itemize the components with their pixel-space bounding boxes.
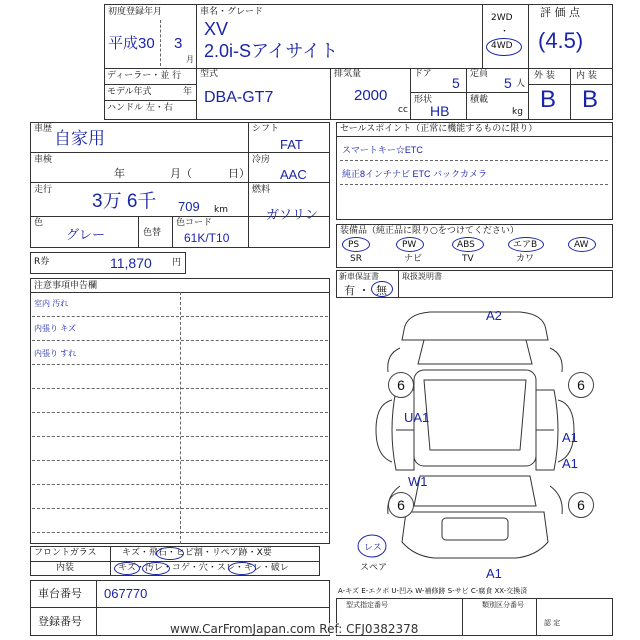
damage-left-front-label: UA1 [404, 410, 430, 425]
model-year-unit: 年 [183, 87, 193, 97]
color-label: 色 [34, 218, 44, 228]
shape-label: 形状 [414, 95, 433, 105]
equip-abs: ABS [457, 240, 475, 250]
ac-value: AAC [280, 167, 307, 182]
capacity-value: 5 [504, 75, 512, 91]
rtax-box [30, 252, 186, 274]
rear-window [414, 476, 536, 506]
left-side-line [376, 400, 392, 462]
notes-title: 注意事項申告欄 [34, 281, 98, 291]
inspection-day: 日） [228, 167, 250, 180]
sales-line-1: スマートキー☆ETC [342, 145, 423, 155]
damage-rear-label: A1 [486, 566, 502, 581]
fuel-label: 燃料 [252, 185, 271, 195]
inspection-month: 月（ [170, 167, 192, 180]
kg-unit: kg [512, 107, 523, 117]
loading-label: 積載 [470, 95, 489, 105]
ac-label: 冷房 [252, 155, 271, 165]
interior-options: キズ・汚レ・コゲ・穴・スレ・キレ・破レ [118, 563, 289, 573]
front-left-fender [388, 348, 400, 372]
form-cert-label: 認 定 [544, 619, 561, 627]
front-right-fender [550, 348, 562, 372]
form-type-label: 型式指定番号 [346, 601, 388, 609]
displacement-label: 排気量 [334, 69, 362, 79]
sales-title: セールスポイント（正常に機能するものに限り） [340, 124, 538, 134]
spare-stamp: レス [364, 543, 382, 553]
equip-sr: SR [350, 254, 362, 264]
shift-value: FAT [280, 137, 303, 152]
equip-aw-circle [568, 237, 596, 252]
cc-unit: cc [398, 105, 408, 115]
note-line-1: 室内 汚れ [34, 299, 69, 308]
exterior-grade: B [540, 86, 557, 113]
month-unit: 月 [186, 55, 194, 64]
interior-circle-3 [228, 562, 256, 575]
type-label: 型式 [200, 69, 219, 79]
interior-grade: B [582, 86, 599, 113]
equip-airbag: エアB [513, 240, 538, 250]
glass-label: フロントガラス [34, 548, 97, 558]
equip-tv: TV [462, 254, 474, 264]
inspection-label: 車検 [34, 155, 53, 165]
warranty-circled: 無 [376, 284, 387, 297]
equipment-title: 装備品（純正品に限り○をつけてください） [340, 226, 519, 236]
rear-right-fender [550, 486, 562, 514]
shape-value: HB [430, 103, 450, 119]
drive-4wd: 4WD [491, 41, 513, 51]
front-bumper-outline [402, 312, 548, 340]
km-unit: km [214, 205, 228, 215]
equip-pw: PW [402, 240, 417, 250]
damage-legend: A-キズ E-エクボ U-凹み W-補修跡 S-サビ C-腐食 XX-交換済 [338, 587, 528, 595]
note-line-3: 内張り すれ [34, 349, 77, 358]
car-name: XV [204, 19, 229, 39]
model-year-label: モデル年式 [107, 87, 152, 97]
usage-label: 車歴 [34, 124, 53, 134]
drive-dot: ・ [500, 27, 510, 37]
name-grade-label: 車名・グレード [200, 7, 264, 17]
warranty-circle [371, 281, 393, 297]
car-diagram [336, 300, 613, 586]
interior-check-label: 内装 [56, 563, 75, 573]
month-value: 3 [174, 35, 183, 52]
damage-left-rear-label: W1 [408, 474, 428, 489]
color-code-label: 色コード [176, 218, 213, 228]
first-reg-label: 初度登録年月 [108, 7, 163, 17]
roof-panel [424, 380, 526, 450]
grade-value: 2.0i-Sアイサイト [204, 41, 339, 61]
interior-circle-2 [142, 562, 170, 575]
yen-unit: 円 [172, 258, 182, 268]
form-class-label: 類別区分番号 [482, 601, 524, 609]
capacity-unit: 人 [516, 79, 526, 89]
interior-circle-1 [114, 562, 140, 575]
type-value: DBA-GT7 [204, 89, 274, 106]
warranty-value: 有 ・ [344, 284, 370, 297]
drive-2wd: 2WD [491, 13, 513, 23]
rtax-value: 11,870 [110, 255, 152, 271]
equip-leather: カワ [516, 254, 535, 264]
sales-line-2: 純正8インチナビ ETC バックカメラ [342, 169, 488, 179]
spare-label: スペア [360, 563, 388, 573]
score-value: (4.5) [538, 28, 584, 53]
reg-label: 登録番号 [38, 615, 82, 628]
door-label: ドア [414, 69, 432, 79]
capacity-label: 定員 [470, 69, 489, 79]
interior-label: 内 装 [576, 71, 597, 81]
rear-hatch [402, 512, 548, 558]
tire-rear-right: 6 [568, 492, 594, 518]
shift-label: シフト [252, 124, 280, 134]
rtax-label: R券 [34, 257, 50, 267]
damage-right-rear-label: A1 [562, 456, 578, 471]
glass-circle [156, 547, 184, 560]
note-line-2: 内張り キズ [34, 324, 77, 333]
dealer-label: ディーラー・並 行 [107, 71, 182, 81]
equip-aw: AW [574, 240, 589, 250]
damage-right-front-label: A1 [562, 430, 578, 445]
tire-front-right: 6 [568, 372, 594, 398]
mileage-sub: 709 [178, 199, 200, 214]
score-label: 評 価 点 [540, 6, 580, 19]
warranty-label: 新車保証書 [339, 272, 379, 281]
equip-ps-circle [342, 237, 370, 252]
tire-rear-left: 6 [388, 492, 414, 518]
color-change-label: 色替 [143, 228, 162, 238]
tire-front-left: 6 [388, 372, 414, 398]
chassis-label: 車台番号 [38, 587, 82, 600]
equip-ps: PS [348, 240, 360, 250]
color-code-value: 61K/T10 [184, 231, 230, 245]
damage-front-label: A2 [486, 308, 502, 323]
mileage-value: 3万 6千 [92, 191, 157, 212]
hood-outline [418, 340, 532, 364]
mileage-label: 走行 [34, 185, 53, 195]
exterior-label: 外 装 [534, 71, 555, 81]
fuel-value: ガソリン [266, 207, 319, 222]
color-value: グレー [66, 227, 106, 242]
equip-airbag-circle [508, 237, 544, 252]
door-value: 5 [452, 75, 460, 91]
manual-label: 取扱説明書 [402, 272, 442, 281]
equip-abs-circle [452, 237, 484, 252]
handle-label: ハンドル 左・右 [107, 103, 173, 113]
era-value: 平成30 [108, 35, 155, 52]
watermark: www.CarFromJapan.com Ref: CFJ0382378 [170, 622, 419, 636]
inspection-year: 年 [114, 167, 125, 180]
displacement-value: 2000 [354, 87, 388, 104]
roof-outline [414, 370, 536, 466]
drive-4wd-circle [486, 38, 522, 56]
chassis-value: 067770 [104, 586, 148, 601]
equip-navi: ナビ [404, 254, 423, 264]
usage-value: 自家用 [54, 129, 105, 148]
equip-pw-circle [396, 237, 424, 252]
glass-options: キズ・飛石・ヒビ割・リペア跡・X要 [122, 548, 272, 558]
tailgate-panel [442, 518, 508, 540]
